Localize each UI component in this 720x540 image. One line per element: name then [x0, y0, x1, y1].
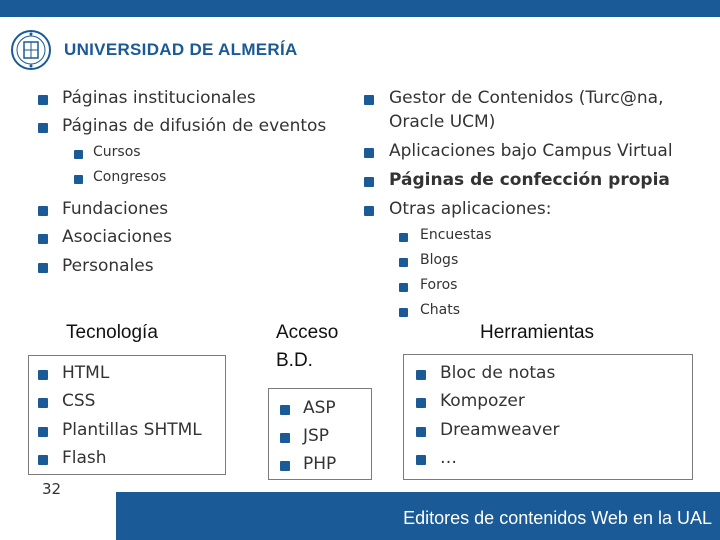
bullet-icon	[74, 150, 83, 159]
bullet-icon	[399, 308, 408, 317]
bullet-icon	[38, 123, 48, 133]
university-seal-logo	[10, 26, 52, 76]
list-item: Plantillas SHTML	[62, 420, 202, 440]
page-number: 32	[42, 480, 62, 498]
list-item: Flash	[62, 448, 107, 468]
list-item: Asociaciones	[62, 227, 172, 247]
bullet-icon	[364, 206, 374, 216]
list-item: PHP	[303, 454, 337, 474]
bullet-icon	[364, 148, 374, 158]
bullet-icon	[38, 206, 48, 216]
bullet-icon	[38, 455, 48, 465]
list-item: Páginas institucionales	[62, 88, 256, 108]
bullet-icon	[399, 283, 408, 292]
sub-list-item: Chats	[420, 302, 461, 318]
footer-title: Editores de contenidos Web en la UAL	[403, 508, 712, 528]
bullet-icon	[364, 177, 374, 187]
list-item: Otras aplicaciones:	[389, 199, 552, 219]
list-item: HTML	[62, 363, 110, 383]
bullet-icon	[399, 258, 408, 267]
list-item: Aplicaciones bajo Campus Virtual	[389, 141, 673, 161]
bullet-icon	[364, 95, 374, 105]
bullet-icon	[38, 427, 48, 437]
university-name: UNIVERSIDAD DE ALMERÍA	[64, 40, 298, 59]
bullet-icon	[416, 427, 426, 437]
list-item: ASP	[303, 398, 336, 418]
list-item-highlight: Páginas de confección propia	[389, 170, 670, 190]
bullet-icon	[280, 405, 290, 415]
bullet-icon	[74, 175, 83, 184]
list-item: Kompozer	[440, 391, 525, 411]
acceso-heading-line2: B.D.	[276, 350, 313, 371]
sub-list-item: Cursos	[93, 144, 141, 160]
list-item: JSP	[303, 426, 330, 446]
sub-list-item: Blogs	[420, 252, 459, 268]
bullet-icon	[399, 233, 408, 242]
bullet-icon	[416, 370, 426, 380]
list-item: …	[440, 448, 457, 468]
sub-list-item: Foros	[420, 277, 458, 293]
list-item: Bloc de notas	[440, 363, 556, 383]
bullet-icon	[38, 95, 48, 105]
bullet-icon	[38, 370, 48, 380]
tecnologia-box	[28, 355, 226, 475]
bullet-icon	[280, 461, 290, 471]
top-bar	[0, 0, 720, 17]
list-item-continuation: Oracle UCM)	[389, 112, 496, 132]
herramientas-heading: Herramientas	[480, 322, 595, 343]
list-item: Fundaciones	[62, 199, 169, 219]
sub-list-item: Congresos	[93, 169, 167, 185]
acceso-heading: Acceso	[276, 322, 339, 343]
bullet-icon	[38, 398, 48, 408]
bullet-icon	[280, 433, 290, 443]
footer-page-area	[0, 492, 116, 540]
bullet-icon	[38, 263, 48, 273]
list-item: Gestor de Contenidos (Turc@na,	[389, 88, 664, 108]
list-item: Páginas de difusión de eventos	[62, 116, 327, 136]
bullet-icon	[416, 398, 426, 408]
bullet-icon	[38, 234, 48, 244]
list-item: Personales	[62, 256, 154, 276]
list-item: Dreamweaver	[440, 420, 560, 440]
bullet-icon	[416, 455, 426, 465]
sub-list-item: Encuestas	[420, 227, 492, 243]
tecnologia-heading: Tecnología	[66, 322, 158, 343]
list-item: CSS	[62, 391, 96, 411]
